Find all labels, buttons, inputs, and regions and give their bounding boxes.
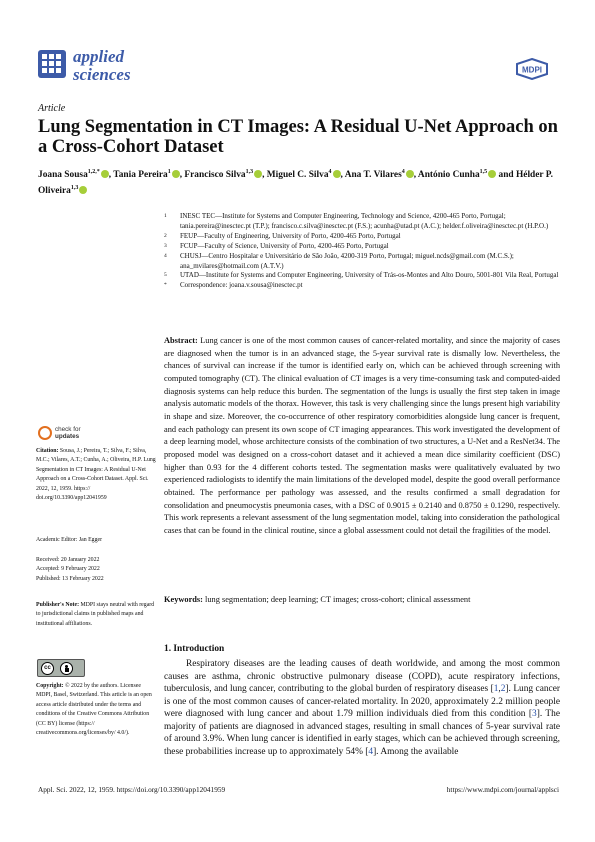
journal-name: applied sciences [73,47,131,84]
citation: Citation: Sousa, J.; Pereira, T.; Silva, F.; Silva, M.C.; Vilares, A.T.; Cunha, A.; Oliveira, H.P. Lung Segmentation in CT Images: A Residual U-Net Approach on a Cross-Cohort Dataset. Appl. Sci. 2022, 12, 1959. https:// doi.org/10.3390/app12041959 [36,448,156,502]
citation-link-2[interactable]: 2 [500,684,506,695]
academic-editor: Academic Editor: Jan Egger [36,537,103,543]
mdpi-logo-icon [515,58,549,80]
author-name: Francisco Silva$^{1,3}$ [184,170,262,180]
journal-logo-icon [38,50,66,78]
author-list: Joana Sousa$^{1,2,*}$ , Tania Pereira$^1$ , Francisco Silva$^{1,3}$ , Miguel C. Silva$^4$ , Ana T. Vilares$^4$ , António Cunha$^{1,5}$ and Hélder P. Oliveira$^{1,3}$ [38,169,553,197]
affiliation-item: 1 INESC TEC—Institute for Systems and Computer Engineering, Technology and Science, 4200-465 Porto, Portugal; tania.pereira@inesctec.pt (T.P.); francisco.c.silva@inesctec.pt (F.S.); acunha@utad.pt (A.C.); helder.f.oliveira@inesctec.pt (H.P.O.) [164,212,549,230]
affiliation-item: 2 FEUP—Faculty of Engineering, University of Porto, 4200-465 Porto, Portugal [164,231,401,240]
attribution-icon [60,662,73,675]
affiliations [164,212,560,291]
copyright: Copyright: © 2022 by the authors. Licensee MDPI, Basel, Switzerland. This article is an open access article distributed under the terms and conditions of the Creative Commons Attribution (CC BY) license (https:// creativecommons.org/licenses/by/ 4.0/). [36,683,152,737]
section-heading: 1. Introduction [164,644,225,654]
orcid-icon[interactable] [101,170,109,178]
affiliation-item: 4 CHUSJ—Centro Hospitalar e Universitário de São João, 4200-319 Porto, Portugal; miguel.ncds@gmail.com (M.C.S.); ana_mvilares@hotmail.com (A.T.V.) [164,251,514,270]
article-type: Article [38,103,66,114]
orcid-icon[interactable] [254,170,262,178]
abstract [164,335,560,538]
keywords [164,594,560,606]
citation-link-4[interactable]: 4 [368,746,374,757]
author-name: Tania Pereira$^1$ [113,170,179,180]
keywords-label: Keywords: [164,595,203,604]
publication-dates: Received: 20 January 2022 Accepted: 9 February 2022 Published: 13 February 2022 [36,557,104,582]
affiliation-item: 3 FCUP—Faculty of Science, University of Porto, 4200-465 Porto, Portugal [164,241,389,250]
author-name: Ana T. Vilares$^4$ [345,170,414,180]
cc-by-license-icon[interactable]: cc [37,659,85,677]
orcid-icon[interactable] [488,170,496,178]
author-name: Hélder P. Oliveira$^{1,3}$ [38,170,553,197]
citation-link-3[interactable]: 3 [532,709,537,720]
affiliation-item: * Correspondence: joana.v.sousa@inesctec.pt [164,281,303,290]
orcid-icon[interactable] [406,170,414,178]
abstract-label: Abstract: [164,336,198,345]
affiliation-item: 5 UTAD—Institute for Systems and Computer Engineering, University of Trás-os-Montes and Alto Douro, 5001-801 Vila Real, Portugal [164,271,559,280]
orcid-icon[interactable] [79,186,87,194]
footer-journal-url[interactable]: https://www.mdpi.com/journal/applsci [446,785,559,794]
paper-title: Lung Segmentation in CT Images: A Residual U-Net Approach on a Cross-Cohort Dataset [38,117,558,157]
abstract-text: Lung cancer is one of the most common causes of cancer-related mortality, and since the majority of cases are diagnosed when the tumor is in an advanced stage, the 5-year survival rate is dismally low. Nevertheless, the chances of survival can increase if the tumor is identified early on, which can be achieved through screening with computed tomography (CT). The clinical evaluation of CT images is a very time-consuming task and computed-aided diagnosis systems can help reduce this burden. The segmentation of the lungs is usually the first step taken in image analysis automatic models of the thorax. However, this task is very challenging since the lungs present high variability in shape and size. Moreover, the co-occurrence of other respiratory comorbidities alongside lung cancer is frequent, and each pathology can present its own scope of CT imaging appearances. This work investigated the development of a deep learning model, whose architecture consists of the combination of two structures, a U-Net and a ResNet34. The proposed model was designed on a cross-cohort dataset and it achieved a mean dice similarity coefficient (DSC) higher than 0.93 for the 4 different cohorts tested. The segmentation masks were qualitatively evaluated by two experienced radiologists to identify the main limitations of the developed model, despite the good overall performance obtained. The performance per pathology was assessed, and the results confirmed a small degradation for consolidation and pneumocystis pneumonia cases, with a DSC of 0.9015 ± 0.2140 and 0.8750 ± 0.1290, respectively. This work represents a relevant assessment of the lung segmentation model, taking into consideration the pathological cases that can be found in the clinical routine, since a global assessment could not detail the fragilities of the model. [164,336,560,535]
citation-link-1[interactable]: 1 [493,684,499,695]
author-name: Miguel C. Silva$^4$ [267,170,341,180]
footer-citation: Appl. Sci. 2022, 12, 1959. https://doi.org/10.3390/app12041959 [38,785,226,794]
keywords-text: lung segmentation; deep learning; CT images; cross-cohort; clinical assessment [205,595,471,604]
intro-paragraph: Respiratory diseases are the leading causes of death worldwide, and among the most common causes are asthma, chronic obstructive pulmonary disease (COPD), acute respiratory infections, tuberculosis, and lung cancer, contributing to the global burden of respiratory diseases [1,2]. Lung cancer is one of the most common causes of cancer-related mortality. In 2020, approximately 2.2 million people were diagnosed with lung cancer and about 1.79 million individuals died from this condition [3]. The majority of patients are diagnosed in advanced stages, resulting in small chances of 5-year survival rate of around 3.9%. When lung cancer is identified in early stages, which can be achieved through screening, these probabilities increase up to approximately 54% [4]. Among the available [164,659,561,757]
publisher-note: Publisher's Note: MDPI stays neutral with regard to jurisdictional claims in published maps and institutional affiliations. [36,602,155,627]
svg-text:MDPI: MDPI [522,65,542,75]
check-updates-icon [38,426,52,440]
orcid-icon[interactable] [333,170,341,178]
author-name: Joana Sousa$^{1,2,*}$ [38,170,109,180]
orcid-icon[interactable] [172,170,180,178]
author-name: António Cunha$^{1,5}$ [418,170,496,180]
